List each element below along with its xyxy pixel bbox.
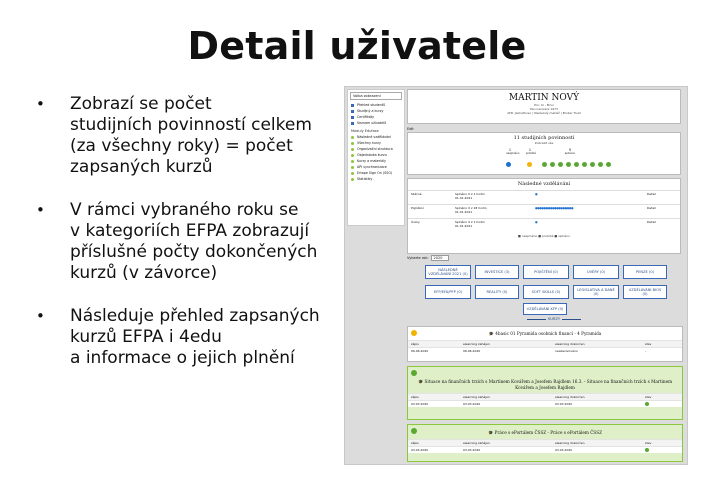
certificate-icon [351,116,354,119]
col-header: stav [645,441,652,445]
cell: 06.06.2020 [463,349,481,353]
cell: 03.03.2020 [555,448,573,452]
row-label: Úvěry [411,220,420,224]
graduation-cap-icon: 🎓 [488,331,496,336]
status-dot [590,162,595,167]
status-dot [542,162,547,167]
study-card [407,132,681,175]
sidebar [347,89,405,226]
module-icon [351,166,354,169]
cell: 03.03.2020 [411,402,429,406]
course-card [407,366,683,420]
status-dot [506,162,511,167]
cell: 03.03.2020 [411,448,429,452]
col-header: stav [645,395,652,399]
status-dot [550,162,555,167]
year-select[interactable]: 2020 [431,255,450,261]
row-label: Sběrné [411,192,422,196]
sidebar-module-label: Ertape Sign On (SSO) [357,171,393,175]
count-number: 9 [568,148,572,152]
count-label: nesplněno [506,152,520,155]
view-select[interactable]: Volba zobrazení [350,92,402,100]
course-title: 🎓 Situace na finančních trzích s Martinem Kovářem a Josefem Rajdlem 16.3. - Situace na finančních trzích s Martinem Kovářem a Josefem Rajdlem [417,379,673,390]
course-table [408,340,682,354]
continuing-card [407,178,681,254]
cell: 03.03.2020 [463,402,481,406]
status-dot [582,162,587,167]
category-button[interactable]: LEGISLATIVA A DANĚ (0) [573,285,619,299]
module-icon [351,178,354,181]
continuing-row [408,204,680,218]
edit-link[interactable]: Edit [407,127,414,131]
status-dot [527,162,532,167]
bullet-dot: • [36,307,45,325]
sidebar-module-label: Kurzy a materiály [357,159,386,163]
course-title: 🎓 Práce s ePortálem ČSSZ - Práce s ePortálem ČSSZ [488,430,602,435]
detail-link[interactable]: Detail [647,220,656,224]
category-button[interactable]: REALITY (0) [475,285,519,299]
status-dot [566,162,571,167]
course-table [408,393,682,407]
progress-dots: ● [535,220,538,224]
category-button[interactable]: VZDĚLÁVÁNÍ KFP (0) [523,303,567,315]
col-header: elearning zahájen [463,441,490,445]
sidebar-item-label: Certifikáty [357,115,375,119]
cell: 03.03.2020 [463,448,481,452]
sidebar-module-label: Statistiky [357,177,373,181]
user-info: ATR: Jednotlivec | Nezávislý makléř | Broker Trust [507,111,581,115]
slide-title: Detail uživatele [187,24,527,68]
status-dot [598,162,603,167]
col-header: zápis [411,441,419,445]
category-button[interactable]: ÚVĚRY (0) [573,265,619,279]
list-icon [351,104,354,107]
category-button[interactable]: NÁSLEDNÉ VZDĚLÁVÁNÍ 2021 (0) [425,265,471,279]
graduation-cap-icon: 🎓 [488,430,495,435]
status-dot [606,162,611,167]
col-header: elearning dokončen [555,441,585,445]
category-button[interactable]: SOFT SKILLS (0) [523,285,569,299]
course-card [407,424,683,462]
year-selector [407,255,449,261]
users-icon [351,122,354,125]
continuing-title: Následné vzdělávání [517,181,571,187]
col-header: elearning zahájen [463,342,490,346]
col-header: zápis [411,342,419,346]
course-title: 🎓 4basic 01 Pyramida osobních financí - 4 Pyramida [488,331,602,336]
user-name: MARTIN NOVÝ [508,93,580,103]
study-title: 11 studijních povinností [513,135,575,141]
sidebar-module-label: Následné vzdělávání [357,135,392,139]
sidebar-item-label: Přehled studentů [357,103,386,107]
bullet-item [36,200,356,284]
status-in-progress-icon [411,330,417,336]
count-number: 1 [528,148,532,152]
main-content [405,89,683,257]
book-icon [351,110,354,113]
row-period: Splněno 0 z 18 hodin 01.01.2021 [455,206,487,214]
check-icon [645,448,649,452]
count-number: 1 [508,148,512,152]
status-done-icon [411,370,417,376]
sidebar-module[interactable] [348,176,404,182]
section-divider [407,317,681,321]
year-label: Vyberte rok: [407,256,429,260]
col-header: elearning dokončen [555,342,585,346]
module-icon [351,160,354,163]
detail-link[interactable]: Detail [647,192,656,196]
user-info: Pro: 4r - Brno [534,103,554,107]
sidebar-heading: Moduly Edufase [351,129,379,133]
row-period: Splněno 0 z 1 hodin 01.01.2021 [455,220,485,228]
status-dot [558,162,563,167]
cell: neabsolvováno [555,349,578,353]
continuing-row [408,190,680,204]
sidebar-module-label: Organizační struktura [357,147,393,151]
module-icon [351,136,354,139]
legend: ■ nesplněno ■ probíhá ■ splněno [518,234,570,238]
category-button[interactable]: EFP/EFA/PFP (0) [425,285,471,299]
sidebar-item-label: Seznam uživatelů [357,121,387,125]
category-button[interactable]: PENZE (0) [623,265,667,279]
category-button[interactable]: POJIŠTĚNÍ (0) [523,265,569,279]
bullet-list [36,94,356,391]
module-icon [351,172,354,175]
sidebar-module-label: Všechny kurzy [357,141,381,145]
bullet-dot: • [36,201,45,219]
col-header: elearning zahájen [463,395,490,399]
user-info: Pan narození 1973 [530,107,558,111]
module-icon [351,148,354,151]
col-header: stav [645,342,652,346]
sidebar-module-label: Objednávka kurzu [357,153,387,157]
section-label: KURZY [547,317,561,321]
bullet-item [36,94,356,178]
row-label: Pojištění [411,206,424,210]
graduation-cap-icon: 🎓 [417,379,425,384]
bullet-text: Následuje přehled zapsaných kurzů EFPA i 4edu a informace o jejich plnění [70,306,320,368]
progress-dots: ●●●●●●●●●●●●●●●●●● [535,206,574,210]
col-header: elearning dokončen [555,395,585,399]
cell: 06.06.2020 [411,349,429,353]
status-dot [574,162,579,167]
module-icon [351,142,354,145]
detail-link[interactable]: Detail [647,206,656,210]
sidebar-module-label: API synchronizace [357,165,387,169]
course-table [408,439,682,453]
sidebar-item-label: Studijný a kurzy [357,109,384,113]
progress-dots: ● [535,192,538,196]
check-icon [645,402,649,406]
status-done-icon [411,428,417,434]
category-button[interactable]: VZDĚLÁVÁNÍ BIOS (0) [623,285,667,299]
bullet-text: V rámci vybraného roku se v kategoriích EFPA zobrazují příslušné počty dokončených kurzů (v závorce) [70,200,318,283]
bullet-dot: • [36,95,45,113]
category-button[interactable]: INVESTICE (3) [475,265,519,279]
bullet-item [36,306,356,369]
row-period: Splněno 0 z 1 hodin 01.01.2021 [455,192,485,200]
count-label: probíhá [526,152,536,155]
col-header: zápis [411,395,419,399]
course-card [407,326,683,362]
user-card [407,89,681,124]
module-icon [351,154,354,157]
count-label: splněno [564,152,576,155]
app-screenshot [344,86,688,465]
show-all-link[interactable]: Zobrazit vše [534,141,554,145]
cell: – [645,349,647,353]
bullet-text: Zobrazí se počet studijních povinností celkem (za všechny roky) = počet zapsaných kurzů [70,94,312,177]
continuing-row [408,218,680,232]
cell: 03.03.2020 [555,402,573,406]
